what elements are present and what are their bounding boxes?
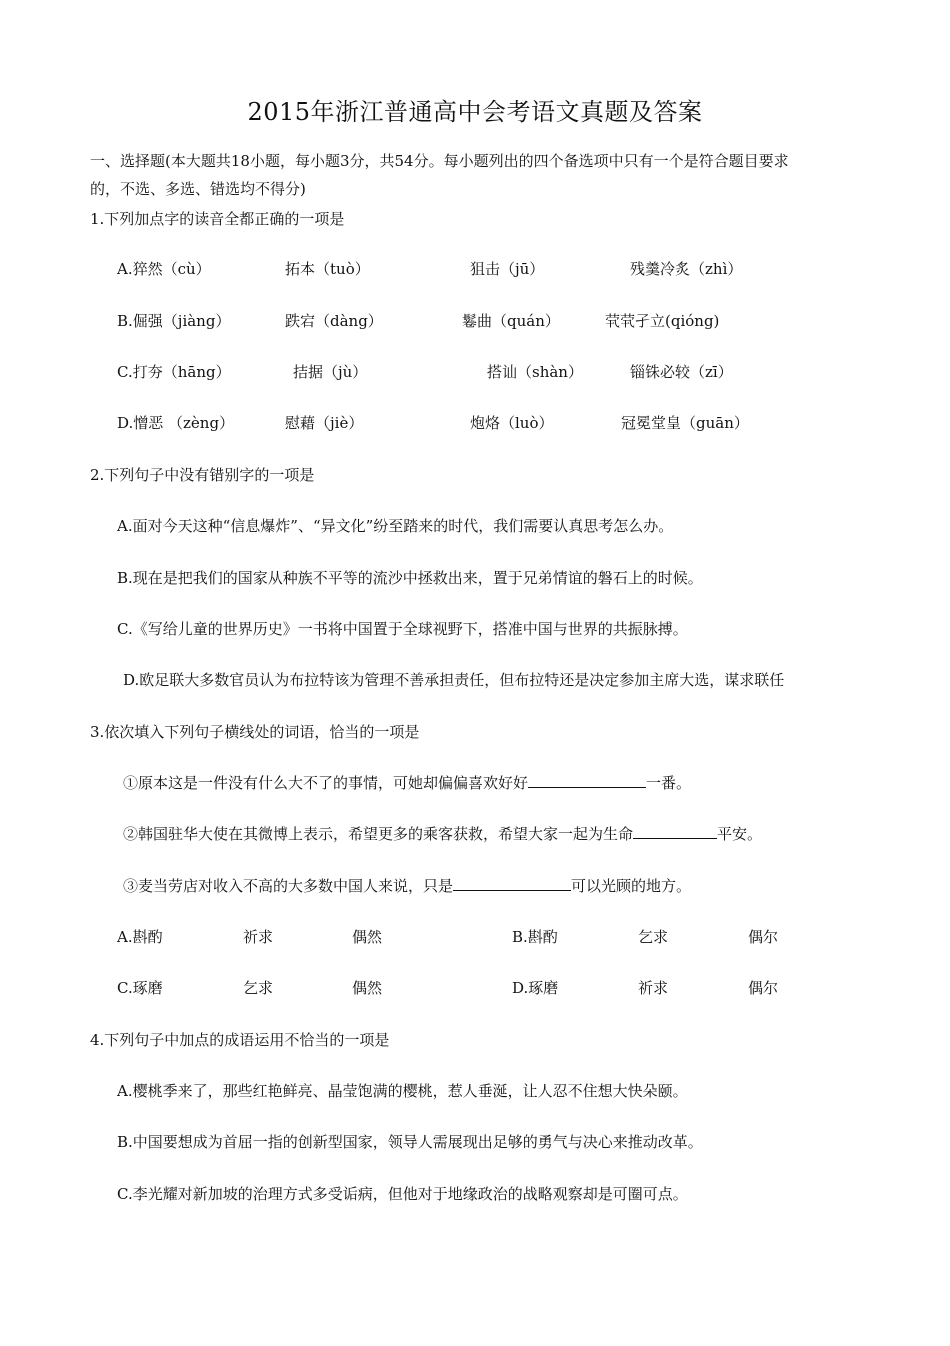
q1-option-a-word3: 狙击（jū） bbox=[470, 260, 545, 278]
q3-sentence-3 bbox=[123, 875, 691, 896]
q4-option-c: C.李光耀对新加坡的治理方式多受诟病，但他对于地缘政治的战略观察却是可圈可点。 bbox=[117, 1185, 688, 1203]
q3-choice-c-word1: C.琢磨 bbox=[117, 979, 163, 997]
q1-option-a-word1: A.猝然（cù） bbox=[117, 260, 211, 278]
q1-option-a-word4: 残羹冷炙（zhì） bbox=[630, 260, 743, 278]
q3-stem: 3.依次填入下列句子横线处的词语，恰当的一项是 bbox=[90, 723, 420, 741]
q3-sentence-1-after: 一番。 bbox=[646, 774, 692, 792]
q3-sentence-2 bbox=[123, 823, 762, 844]
q3-sentence-3-after: 可以光顾的地方。 bbox=[571, 877, 692, 895]
q3-choice-d-word3: 偶尔 bbox=[748, 979, 779, 997]
q4-option-b: B.中国要想成为首屈一指的创新型国家，领导人需展现出足够的勇气与决心来推动改革。 bbox=[117, 1133, 703, 1151]
q1-option-b-word1: B.倔强（jiàng） bbox=[117, 312, 231, 330]
q2-option-c: C.《写给儿童的世界历史》一书将中国置于全球视野下，搭准中国与世界的共振脉搏。 bbox=[117, 620, 688, 638]
q3-choice-b-word2: 乞求 bbox=[638, 928, 669, 946]
q4-option-a: A.樱桃季来了，那些红艳鲜亮、晶莹饱满的樱桃，惹人垂涎，让人忍不住想大快朵颐。 bbox=[117, 1082, 688, 1100]
q3-choice-d-word2: 祈求 bbox=[638, 979, 669, 997]
q1-option-d-word2: 慰藉（jiè） bbox=[285, 414, 364, 432]
q1-option-a-word2: 拓本（tuò） bbox=[285, 260, 370, 278]
q1-option-d-word3: 炮烙（luò） bbox=[470, 414, 554, 432]
q3-sentence-2-after: 平安。 bbox=[717, 825, 763, 843]
q1-option-b-word4: 茕茕孑立(qióng) bbox=[605, 312, 720, 330]
q1-option-d-word4: 冠冕堂皇（guān） bbox=[621, 414, 749, 432]
q3-choice-a-word1: A.斟酌 bbox=[117, 928, 163, 946]
q3-blank-3[interactable] bbox=[453, 875, 571, 891]
q2-stem: 2.下列句子中没有错别字的一项是 bbox=[90, 466, 315, 484]
q3-blank-1[interactable] bbox=[528, 772, 646, 788]
q1-option-d-word1: D.憎恶 （zèng） bbox=[117, 414, 235, 432]
document-title: 2015年浙江普通高中会考语文真题及答案 bbox=[247, 98, 703, 126]
q1-option-b-word3: 鬈曲（quán） bbox=[462, 312, 560, 330]
q3-sentence-1 bbox=[123, 772, 691, 793]
q3-sentence-3-before: ③麦当劳店对收入不高的大多数中国人来说，只是 bbox=[123, 877, 454, 895]
q3-choice-a-word3: 偶然 bbox=[352, 928, 383, 946]
q3-blank-2[interactable] bbox=[633, 823, 717, 839]
q1-option-c-word2: 拮据（jù） bbox=[293, 363, 368, 381]
q3-choice-d-word1: D.琢磨 bbox=[512, 979, 559, 997]
q3-sentence-2-before: ②韩国驻华大使在其微博上表示，希望更多的乘客获救，希望大家一起为生命 bbox=[123, 825, 634, 843]
section-heading-line2: 的，不选、多选、错选均不得分) bbox=[90, 180, 306, 198]
q3-choice-a-word2: 祈求 bbox=[243, 928, 274, 946]
q1-option-c-word3: 搭讪（shàn） bbox=[487, 363, 583, 381]
q3-choice-b-word1: B.斟酌 bbox=[512, 928, 558, 946]
q2-option-a: A.面对今天这种“信息爆炸”、“异文化”纷至踏来的时代，我们需要认真思考怎么办。 bbox=[117, 517, 674, 535]
q2-option-d: D.欧足联大多数官员认为布拉特该为管理不善承担责任，但布拉特还是决定参加主席大选，谋求联任 bbox=[123, 671, 785, 689]
q1-option-c-word1: C.打夯（hāng） bbox=[117, 363, 231, 381]
q4-stem: 4.下列句子中加点的成语运用不恰当的一项是 bbox=[90, 1031, 390, 1049]
q1-stem: 1.下列加点字的读音全都正确的一项是 bbox=[90, 210, 345, 228]
q3-sentence-1-before: ①原本这是一件没有什么大不了的事情，可她却偏偏喜欢好好 bbox=[123, 774, 529, 792]
q1-option-c-word4: 锱铢必较（zī） bbox=[630, 363, 733, 381]
q2-option-b: B.现在是把我们的国家从种族不平等的流沙中拯救出来，置于兄弟情谊的磐石上的时候。 bbox=[117, 569, 703, 587]
section-heading-line1: 一、选择题(本大题共18小题，每小题3分，共54分。每小题列出的四个备选项中只有一个是符合题目要求 bbox=[90, 152, 789, 170]
q3-choice-c-word2: 乞求 bbox=[243, 979, 274, 997]
q1-option-b-word2: 跌宕（dàng） bbox=[285, 312, 383, 330]
q3-choice-b-word3: 偶尔 bbox=[748, 928, 779, 946]
q3-choice-c-word3: 偶然 bbox=[352, 979, 383, 997]
